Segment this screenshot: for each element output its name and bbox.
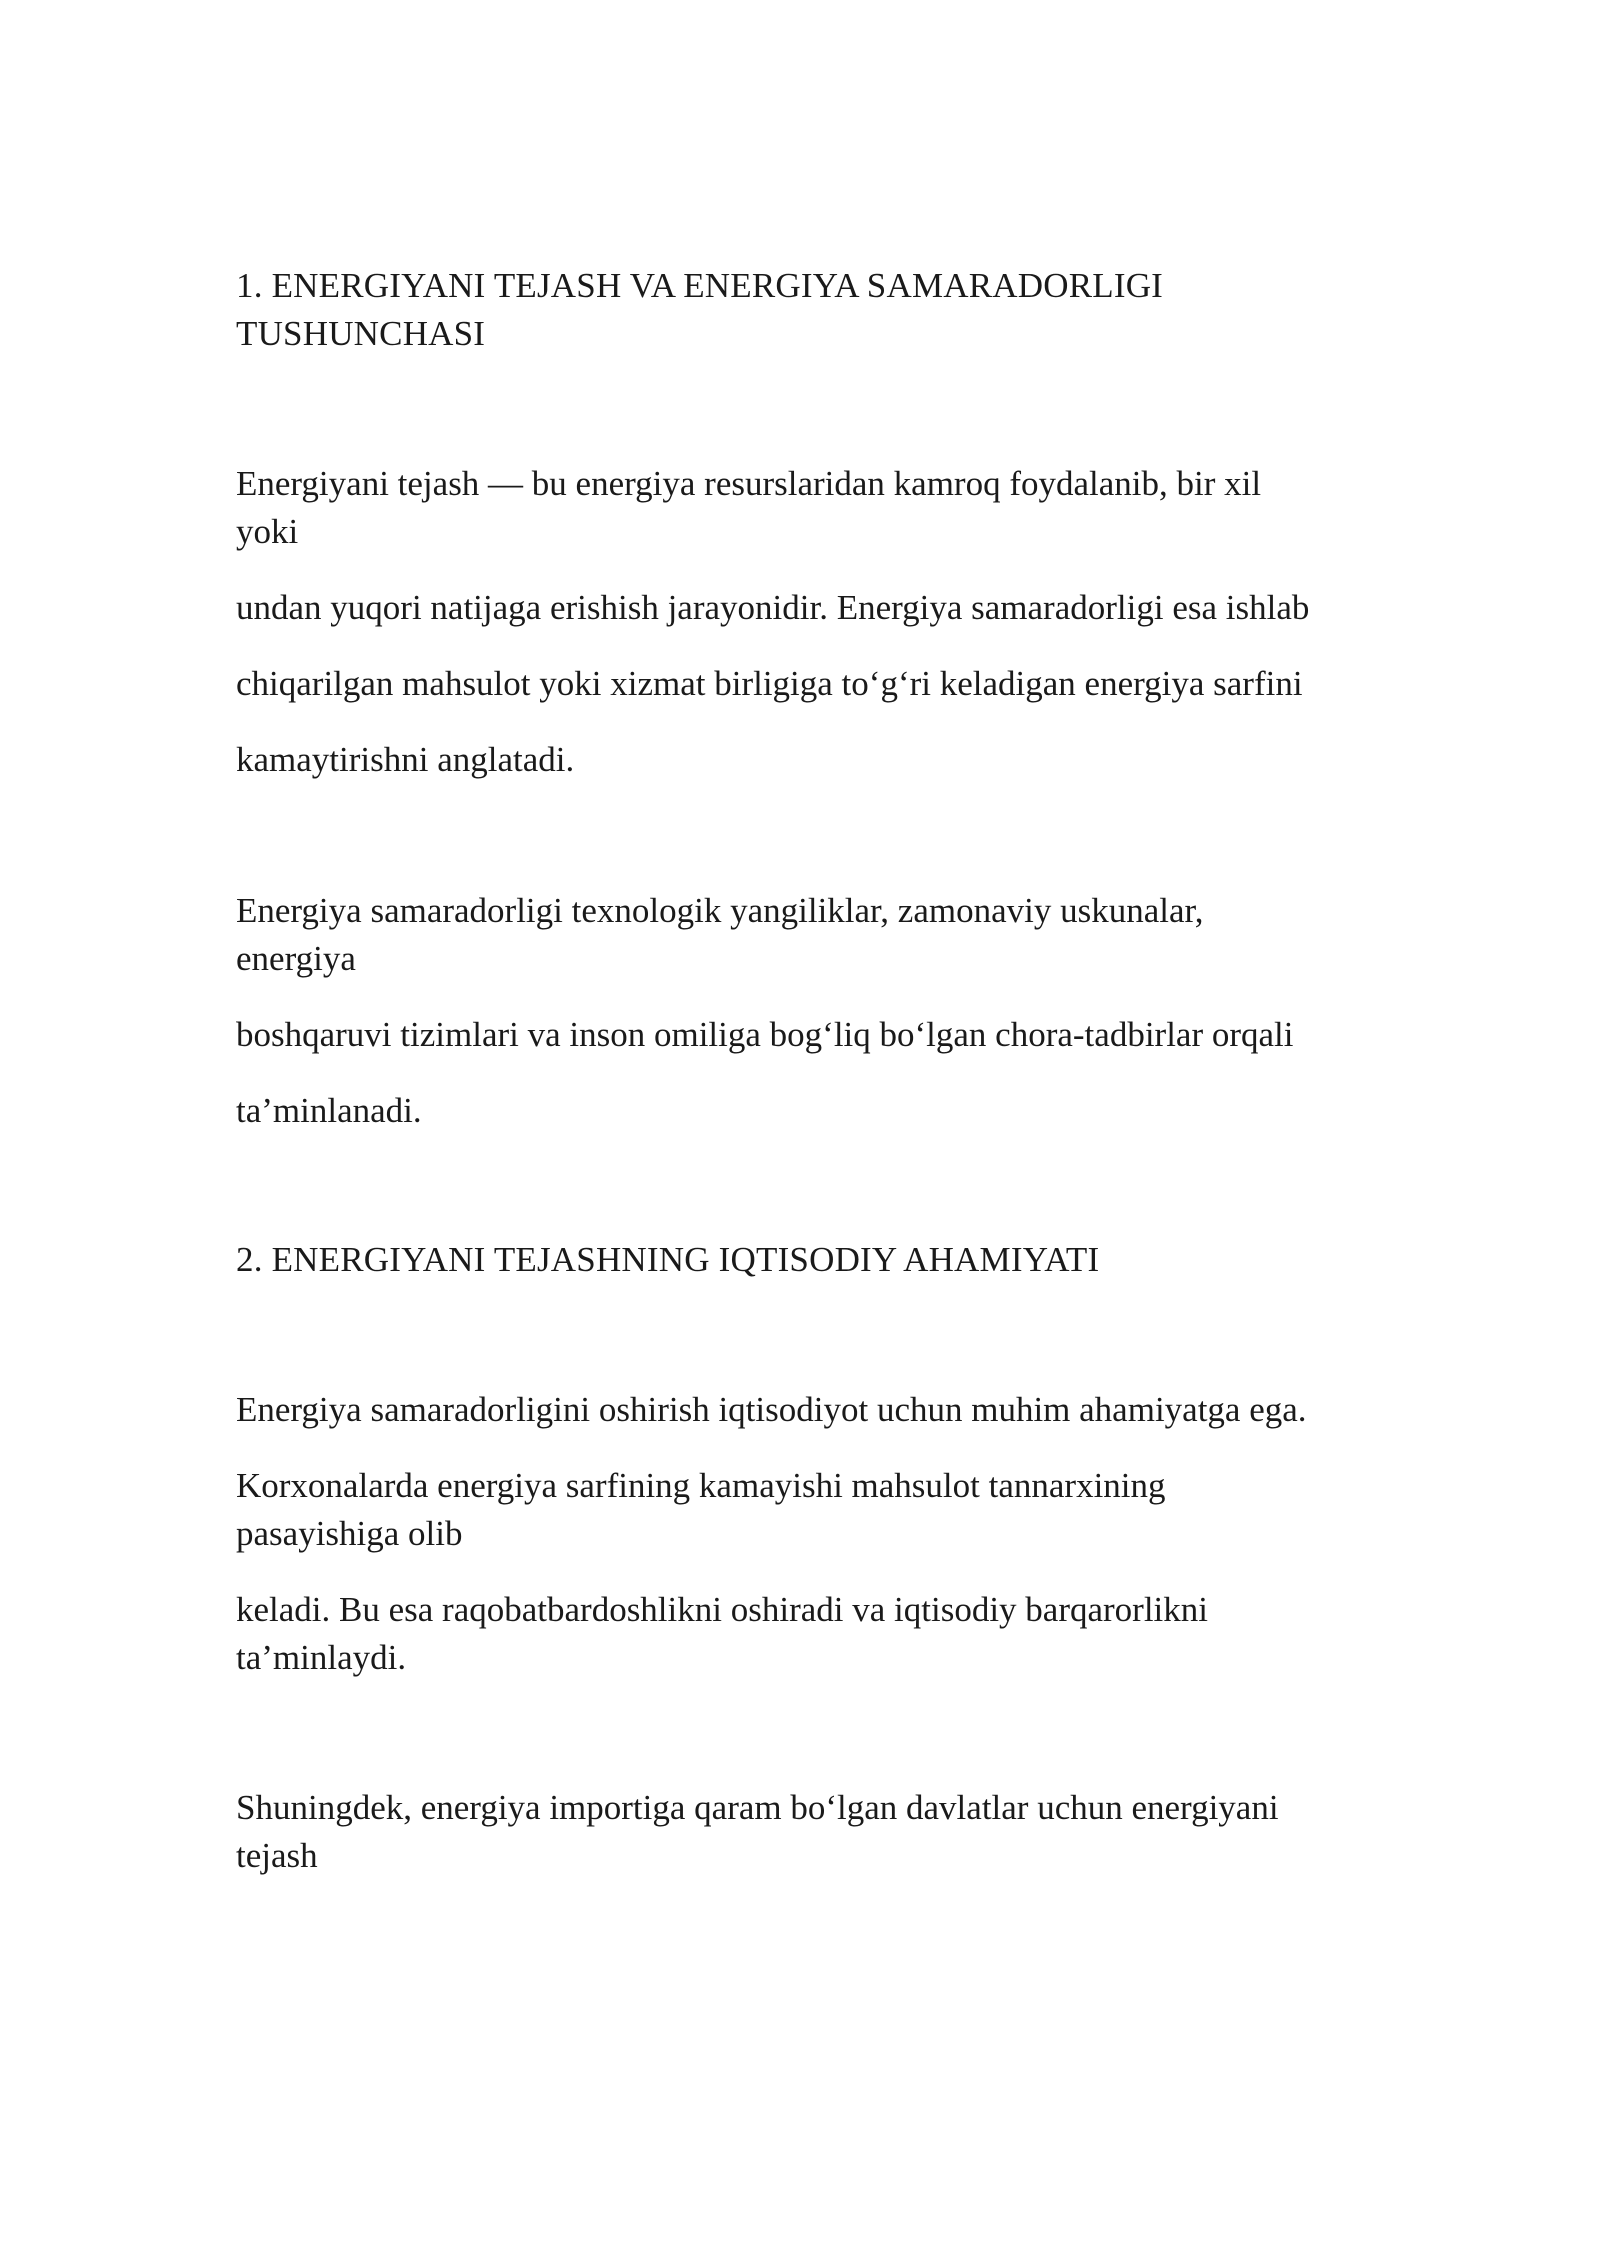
section-2-paragraph-1-line-3: pasayishiga olib [236,1514,463,1553]
section-1-paragraph-2-line-2: energiya [236,939,356,978]
section-1-paragraph-2-line-4: ta’minlanadi. [236,1091,422,1130]
section-2-paragraph-1-line-4: keladi. Bu esa raqobatbardoshlikni oshiradi va iqtisodiy barqarorlikni [236,1590,1209,1629]
section-1-paragraph-1-line-5: kamaytirishni anglatadi. [236,740,575,779]
section-1-heading-line-2: TUSHUNCHASI [236,314,486,353]
section-1-paragraph-1-line-4: chiqarilgan mahsulot yoki xizmat birligiga to‘g‘ri keladigan energiya sarfini [236,664,1303,703]
section-1-paragraph-1-line-3: undan yuqori natijaga erishish jarayonidir. Energiya samaradorligi esa ishlab [236,588,1310,627]
section-1-paragraph-1-line-1: Energiyani tejash — bu energiya resurslaridan kamroq foydalanib, bir xil [236,464,1262,503]
section-2-heading: 2. ENERGIYANI TEJASHNING IQTISODIY AHAMIYATI [236,1240,1100,1279]
section-1-paragraph-2-line-1: Energiya samaradorligi texnologik yangiliklar, zamonaviy uskunalar, [236,891,1204,930]
section-1-heading-line-1: 1. ENERGIYANI TEJASH VA ENERGIYA SAMARADORLIGI [236,266,1164,305]
section-2-paragraph-2-line-2: tejash [236,1836,318,1875]
section-2-paragraph-1-line-1: Energiya samaradorligini oshirish iqtisodiyot uchun muhim ahamiyatga ega. [236,1390,1307,1429]
section-2-paragraph-1-line-5: ta’minlaydi. [236,1638,407,1677]
section-2-paragraph-1-line-2: Korxonalarda energiya sarfining kamayishi mahsulot tannarxining [236,1466,1166,1505]
section-1-paragraph-2-line-3: boshqaruvi tizimlari va inson omiliga bog‘liq bo‘lgan chora-tadbirlar orqali [236,1015,1294,1054]
section-1-paragraph-1-line-2: yoki [236,512,299,551]
section-2-paragraph-2-line-1: Shuningdek, energiya importiga qaram bo‘lgan davlatlar uchun energiyani [236,1788,1279,1827]
